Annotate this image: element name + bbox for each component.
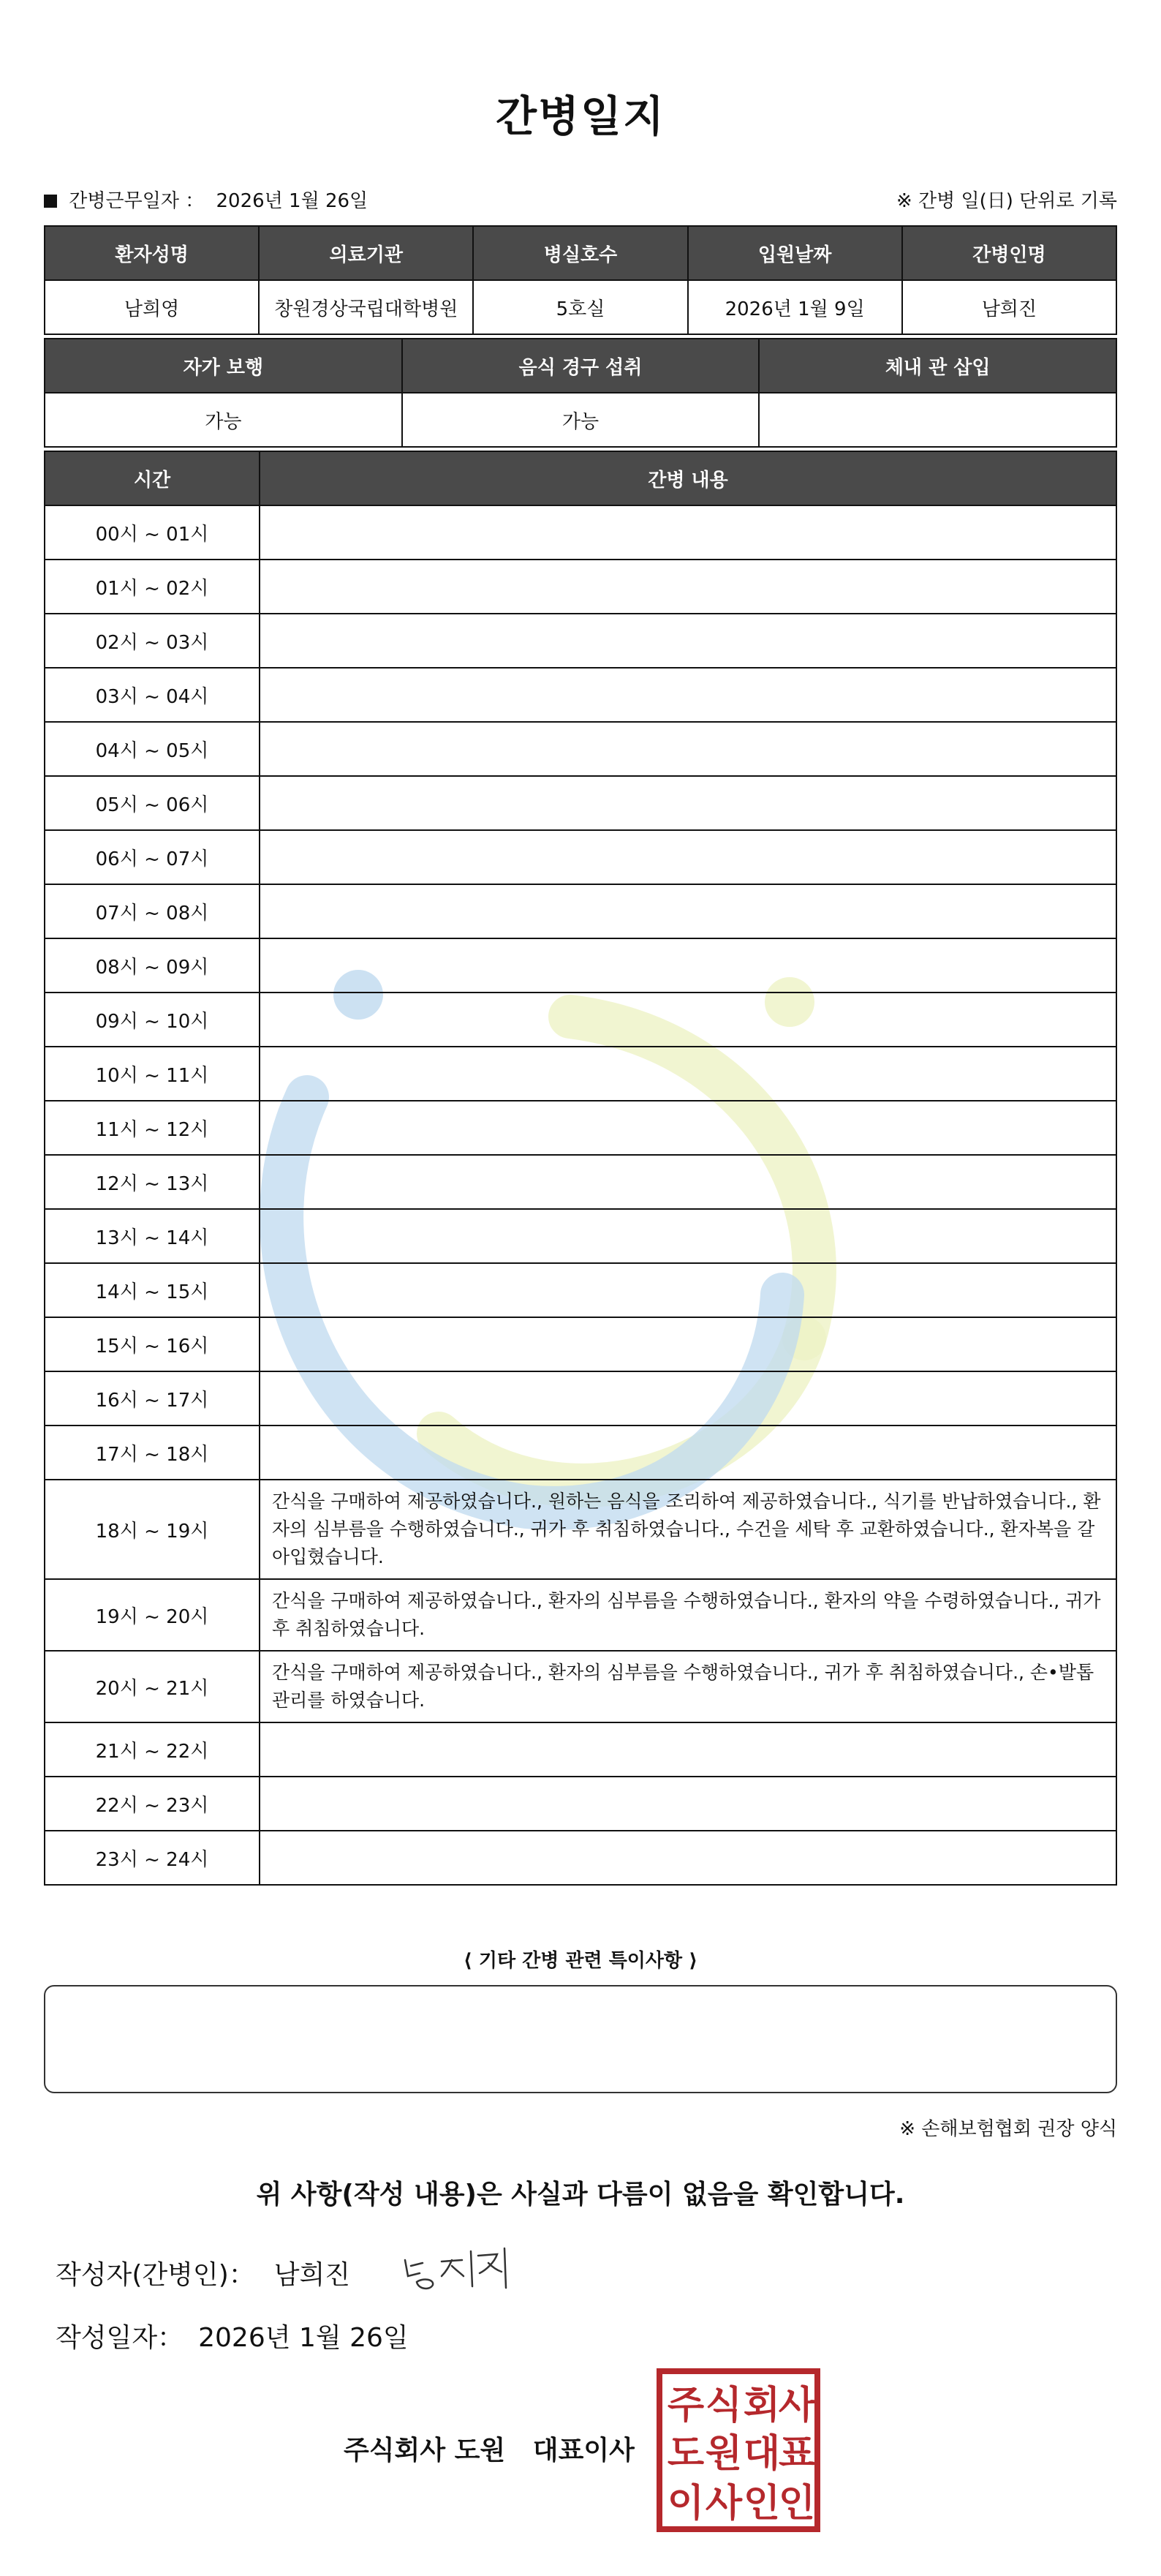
patient-info-table xyxy=(44,225,1117,335)
header-self-walking: 자가 보행 xyxy=(45,339,402,393)
time-slot: 01시 ~ 02시 xyxy=(45,560,260,614)
recommend-note: ※ 손해보험협회 권장 양식 xyxy=(899,2118,1117,2140)
table-row xyxy=(45,1101,1116,1155)
time-slot: 08시 ~ 09시 xyxy=(45,938,260,993)
time-slot: 14시 ~ 15시 xyxy=(45,1263,260,1317)
care-content-cell xyxy=(260,1371,1116,1426)
care-content-cell: 간식을 구매하여 제공하였습니다., 원하는 음식을 조리하여 제공하였습니다., 식기를 반납하였습니다., 환자의 심부름을 수행하였습니다., 귀가 후 취침하였습니다., 수건을 세탁 후 교환하였습니다., 환자복을 갈아입혔습니다. xyxy=(260,1480,1116,1579)
patient-name: 남희영 xyxy=(45,280,259,334)
written-date-label: 작성일자： xyxy=(56,2323,184,2353)
header-admission-date: 입원날짜 xyxy=(688,226,902,280)
svg-text:인: 인 xyxy=(743,2482,781,2526)
time-slot: 06시 ~ 07시 xyxy=(45,830,260,884)
company-representative: 주식회사 도원 대표이사 xyxy=(344,2436,635,2466)
care-content-cell xyxy=(260,1209,1116,1263)
table-row xyxy=(45,1047,1116,1101)
care-content-cell xyxy=(260,776,1116,830)
header-patient-name: 환자성명 xyxy=(45,226,259,280)
table-row xyxy=(45,668,1116,722)
table-row xyxy=(45,884,1116,938)
time-slot: 16시 ~ 17시 xyxy=(45,1371,260,1426)
time-slot: 23시 ~ 24시 xyxy=(45,1831,260,1885)
author-label: 작성자(간병인)： xyxy=(56,2260,255,2290)
time-slot: 19시 ~ 20시 xyxy=(45,1579,260,1651)
header-oral-intake: 음식 경구 섭취 xyxy=(402,339,760,393)
admission-date: 2026년 1월 9일 xyxy=(688,280,902,334)
care-content-cell: 간식을 구매하여 제공하였습니다., 환자의 심부름을 수행하였습니다., 귀가 후 취침하였습니다., 손•발톱 관리를 하였습니다. xyxy=(260,1651,1116,1722)
time-slot: 00시 ~ 01시 xyxy=(45,505,260,560)
svg-text:인: 인 xyxy=(778,2482,816,2526)
svg-text:주: 주 xyxy=(667,2384,705,2428)
work-date xyxy=(44,186,368,213)
table-row xyxy=(45,830,1116,884)
header-caregiver: 간병인명 xyxy=(902,226,1116,280)
table-row xyxy=(45,560,1116,614)
header-care-content: 간병 내용 xyxy=(260,451,1116,505)
care-content-cell xyxy=(260,505,1116,560)
svg-text:사: 사 xyxy=(705,2482,743,2526)
time-slot: 15시 ~ 16시 xyxy=(45,1317,260,1371)
table-row xyxy=(45,505,1116,560)
table-row xyxy=(45,993,1116,1047)
care-content-cell xyxy=(260,993,1116,1047)
svg-text:사: 사 xyxy=(778,2384,816,2428)
time-slot: 21시 ~ 22시 xyxy=(45,1722,260,1777)
table-row xyxy=(45,722,1116,776)
record-note: ※ 간병 일(日) 단위로 기록 xyxy=(896,190,1117,212)
care-content-cell xyxy=(260,884,1116,938)
time-slot: 13시 ~ 14시 xyxy=(45,1209,260,1263)
header-time: 시간 xyxy=(45,451,260,505)
care-content-cell xyxy=(260,1155,1116,1209)
work-date-value: 2026년 1월 26일 xyxy=(216,190,368,212)
care-content-cell xyxy=(260,1047,1116,1101)
svg-text:대: 대 xyxy=(743,2432,781,2476)
hospital: 창원경상국립대학병원 xyxy=(259,280,473,334)
care-content-cell xyxy=(260,722,1116,776)
table-row xyxy=(45,1831,1116,1885)
room-number: 5호실 xyxy=(473,280,687,334)
time-slot: 04시 ~ 05시 xyxy=(45,722,260,776)
square-bullet-icon xyxy=(44,195,57,208)
written-date-value: 2026년 1월 26일 xyxy=(198,2323,409,2353)
table-row xyxy=(45,1651,1116,1722)
page-title: 간병일지 xyxy=(495,91,666,141)
notes-title: ⟨ 기타 간병 관련 특이사항 ⟩ xyxy=(463,1950,698,1972)
table-row xyxy=(45,776,1116,830)
oral-intake: 가능 xyxy=(402,393,760,447)
header-tube-insertion: 체내 관 삽입 xyxy=(759,339,1116,393)
handwritten-signature xyxy=(401,2244,510,2295)
svg-text:이: 이 xyxy=(667,2482,705,2526)
svg-text:회: 회 xyxy=(743,2384,781,2428)
author-name: 남희진 xyxy=(273,2260,351,2290)
time-slot: 02시 ~ 03시 xyxy=(45,614,260,668)
time-slot: 12시 ~ 13시 xyxy=(45,1155,260,1209)
care-content-cell xyxy=(260,830,1116,884)
care-content-cell xyxy=(260,1831,1116,1885)
care-content-cell xyxy=(260,1263,1116,1317)
table-row xyxy=(45,1579,1116,1651)
tube-insertion xyxy=(759,393,1116,447)
table-row xyxy=(45,1209,1116,1263)
header-room: 병실호수 xyxy=(473,226,687,280)
table-row xyxy=(45,1722,1116,1777)
header-hospital: 의료기관 xyxy=(259,226,473,280)
care-content-cell: 간식을 구매하여 제공하였습니다., 환자의 심부름을 수행하였습니다., 환자의 약을 수령하였습니다., 귀가 후 취침하였습니다. xyxy=(260,1579,1116,1651)
time-slot: 17시 ~ 18시 xyxy=(45,1426,260,1480)
time-slot: 20시 ~ 21시 xyxy=(45,1651,260,1722)
svg-text:도: 도 xyxy=(667,2432,705,2476)
time-slot: 07시 ~ 08시 xyxy=(45,884,260,938)
care-content-cell xyxy=(260,1777,1116,1831)
time-slot: 09시 ~ 10시 xyxy=(45,993,260,1047)
written-date-line xyxy=(56,2317,409,2354)
svg-text:식: 식 xyxy=(705,2384,743,2428)
time-slot: 10시 ~ 11시 xyxy=(45,1047,260,1101)
svg-text:원: 원 xyxy=(705,2432,743,2476)
care-content-cell xyxy=(260,1426,1116,1480)
time-slot: 05시 ~ 06시 xyxy=(45,776,260,830)
care-log-table xyxy=(44,451,1117,1886)
table-row xyxy=(45,614,1116,668)
care-content-cell xyxy=(260,668,1116,722)
care-content-cell xyxy=(260,1317,1116,1371)
caregiver-name: 남희진 xyxy=(902,280,1116,334)
table-row xyxy=(45,938,1116,993)
table-row xyxy=(45,1155,1116,1209)
care-content-cell xyxy=(260,1722,1116,1777)
table-row xyxy=(45,1263,1116,1317)
time-slot: 22시 ~ 23시 xyxy=(45,1777,260,1831)
author-line xyxy=(56,2254,350,2291)
table-row xyxy=(45,1480,1116,1579)
table-row xyxy=(45,1317,1116,1371)
time-slot: 18시 ~ 19시 xyxy=(45,1480,260,1579)
care-content-cell xyxy=(260,938,1116,993)
table-row xyxy=(45,1777,1116,1831)
work-date-label: 간병근무일자 ： xyxy=(69,190,205,212)
time-slot: 03시 ~ 04시 xyxy=(45,668,260,722)
care-content-cell xyxy=(260,560,1116,614)
table-row xyxy=(45,1426,1116,1480)
company-seal-stamp xyxy=(655,2367,822,2534)
table-row xyxy=(45,1371,1116,1426)
confirm-statement: 위 사항(작성 내용)은 사실과 다름이 없음을 확인합니다. xyxy=(256,2180,905,2210)
self-walking: 가능 xyxy=(45,393,402,447)
patient-status-table xyxy=(44,338,1117,448)
time-slot: 11시 ~ 12시 xyxy=(45,1101,260,1155)
svg-text:표: 표 xyxy=(778,2432,816,2476)
care-content-cell xyxy=(260,614,1116,668)
care-content-cell xyxy=(260,1101,1116,1155)
special-notes-box xyxy=(44,1985,1117,2093)
